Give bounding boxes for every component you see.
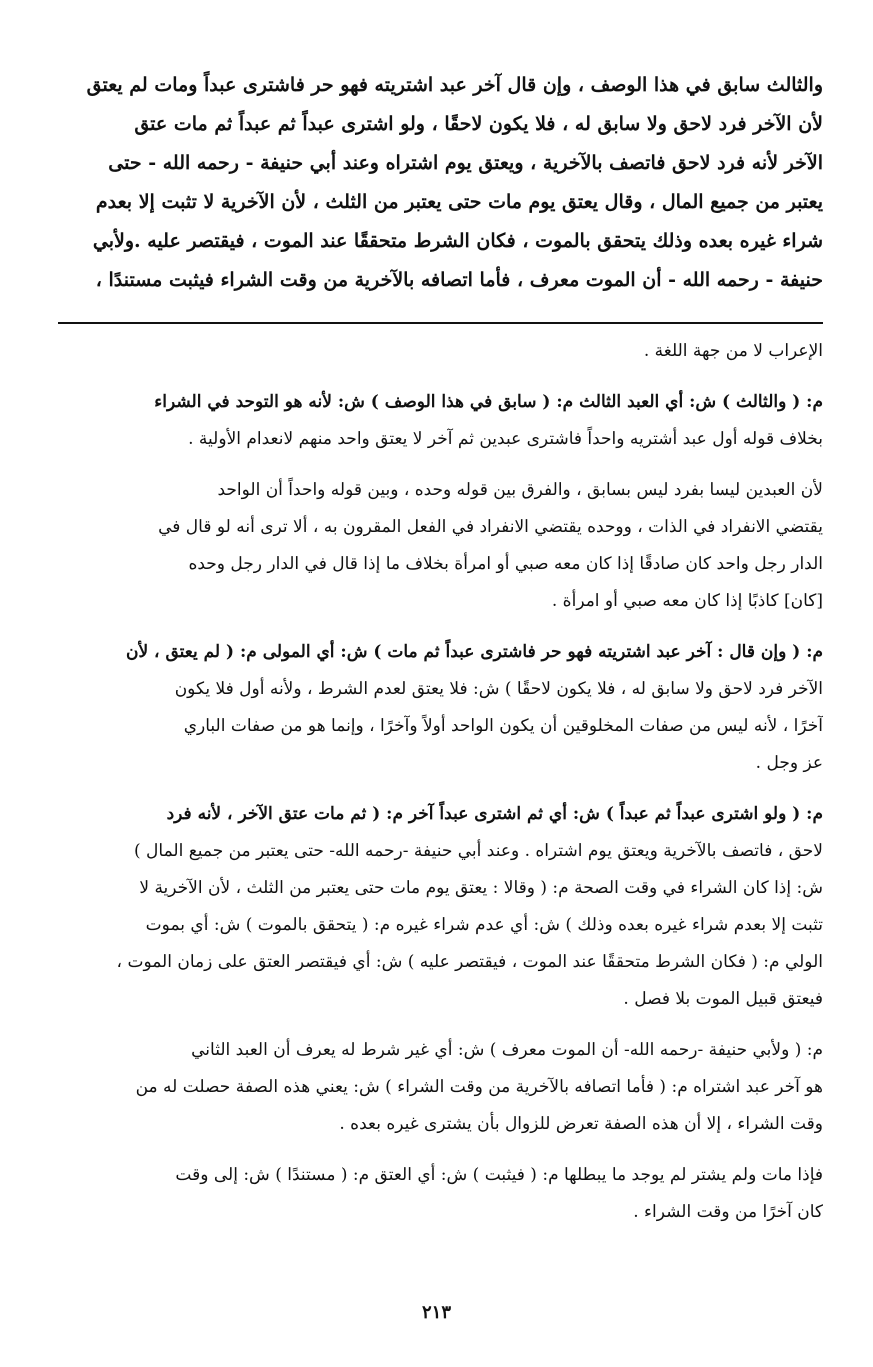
commentary-line: [كان] كاذبًا إذا كان معه صبي أو امرأة . (551, 591, 823, 611)
commentary-line: لاحق ، فاتصف بالآخرية ويعتق يوم اشتراه . وعند أبي حنيفة -رحمه الله- حتى يعتبر من جميع المال ) (134, 841, 823, 861)
commentary-block (58, 333, 823, 1245)
main-text-line: لأن الآخر فرد لاحق ولا سابق له ، فلا يكون لاحقًا ، ولو اشترى عبداً ثم عبداً ثم مات عتق (134, 113, 823, 135)
commentary-line: الآخر فرد لاحق ولا سابق له ، فلا يكون لاحقًا ) ش: فلا يعتق لعدم الشرط ، ولأنه أول فلا يكون (174, 679, 823, 699)
commentary-paragraph (58, 333, 823, 370)
commentary-line: تثبت إلا بعدم شراء غيره بعده وذلك ) ش: أي عدم شراء غيره م: ( يتحقق بالموت ) ش: أي بموت (145, 915, 823, 935)
commentary-line: هو آخر عبد اشتراه م: ( فأما اتصافه بالآخرية من وقت الشراء ) ش: يعني هذه الصفة حصلت له من (135, 1077, 823, 1097)
commentary-line: م: ( ولو اشترى عبداً ثم عبداً ) ش: أي ثم اشترى عبداً آخر م: ( ثم مات عتق الآخر ، لأنه فرد (166, 804, 823, 824)
commentary-line: م: ( والثالث ) ش: أي العبد الثالث م: ( سابق في هذا الوصف ) ش: لأنه هو التوحد في الشراء (154, 392, 823, 412)
commentary-paragraph (58, 1157, 823, 1231)
commentary-line: بخلاف قوله أول عبد أشتريه واحداً فاشترى عبدين ثم آخر لا يعتق واحد منهم لانعدام الأولية . (188, 429, 823, 449)
commentary-line: لأن العبدين ليسا بفرد ليس بسابق ، والفرق بين قوله وحده ، وبين قوله واحداً أن الواحد (217, 480, 823, 500)
commentary-line: فيعتق قبيل الموت بلا فصل . (623, 989, 823, 1009)
commentary-line: ش: إذا كان الشراء في وقت الصحة م: ( وقالا : يعتق يوم مات حتى يعتبر من الثلث ، لأن الآخرية لا (139, 878, 823, 898)
main-text-line: حنيفة - رحمه الله - أن الموت معرف ، فأما اتصافه بالآخرية من وقت الشراء فيثبت مستندًا ، (95, 269, 823, 291)
main-text-block (58, 66, 823, 300)
main-text-line: يعتبر من جميع المال ، وقال يعتق يوم مات حتى يعتبر من الثلث ، لأن الآخرية لا تثبت إلا بعدم (95, 191, 823, 213)
commentary-paragraph (58, 1032, 823, 1143)
commentary-line: كان آخرًا من وقت الشراء . (633, 1202, 823, 1222)
main-text-line: شراء غيره بعده وذلك يتحقق بالموت ، فكان الشرط متحققًا عند الموت ، فيقتصر عليه .ولأبي (92, 230, 823, 252)
commentary-paragraph (58, 384, 823, 458)
commentary-paragraph (58, 472, 823, 620)
commentary-line: م: ( ولأبي حنيفة -رحمه الله- أن الموت معرف ) ش: أي غير شرط له يعرف أن العبد الثاني (191, 1040, 823, 1060)
commentary-line: يقتضي الانفراد في الذات ، ووحده يقتضي الانفراد في الفعل المقرون به ، ألا ترى أنه لو قال في (158, 517, 823, 537)
page-number: ٢١٣ (421, 1302, 451, 1323)
commentary-line: وقت الشراء ، إلا أن هذه الصفة تعرض للزوال بأن يشترى غيره بعده . (339, 1114, 823, 1134)
separator-rule (58, 322, 823, 324)
commentary-paragraph (58, 796, 823, 1018)
main-text-line: الآخر لأنه فرد لاحق فاتصف بالآخرية ، ويعتق يوم اشتراه وعند أبي حنيفة - رحمه الله - حتى (108, 152, 823, 174)
commentary-line: عز وجل . (755, 753, 823, 773)
commentary-line: الإعراب لا من جهة اللغة . (643, 341, 823, 361)
commentary-paragraph (58, 634, 823, 782)
commentary-line: فإذا مات ولم يشتر لم يوجد ما يبطلها م: ( فيثبت ) ش: أي العتق م: ( مستندًا ) ش: إلى وقت (175, 1165, 823, 1185)
commentary-line: الدار رجل واحد كان صادقًا إذا كان معه صبي أو امرأة بخلاف ما إذا قال في الدار رجل وحده (188, 554, 823, 574)
commentary-line: م: ( وإن قال : آخر عبد اشتريته فهو حر فاشترى عبداً ثم مات ) ش: أي المولى م: ( لم يعتق ، لأن (125, 642, 823, 662)
commentary-line: آخرًا ، لأنه ليس من صفات المخلوقين أن يكون الواحد أولاً وآخرًا ، وإنما هو من صفات الباري (183, 716, 823, 736)
main-text-line: والثالث سابق في هذا الوصف ، وإن قال آخر عبد اشتريته فهو حر فاشترى عبداً ومات لم يعتق (86, 74, 823, 96)
commentary-line: الولي م: ( فكان الشرط متحققًا عند الموت ، فيقتصر عليه ) ش: أي فيقتصر العتق على زمان الموت ، (116, 952, 823, 972)
